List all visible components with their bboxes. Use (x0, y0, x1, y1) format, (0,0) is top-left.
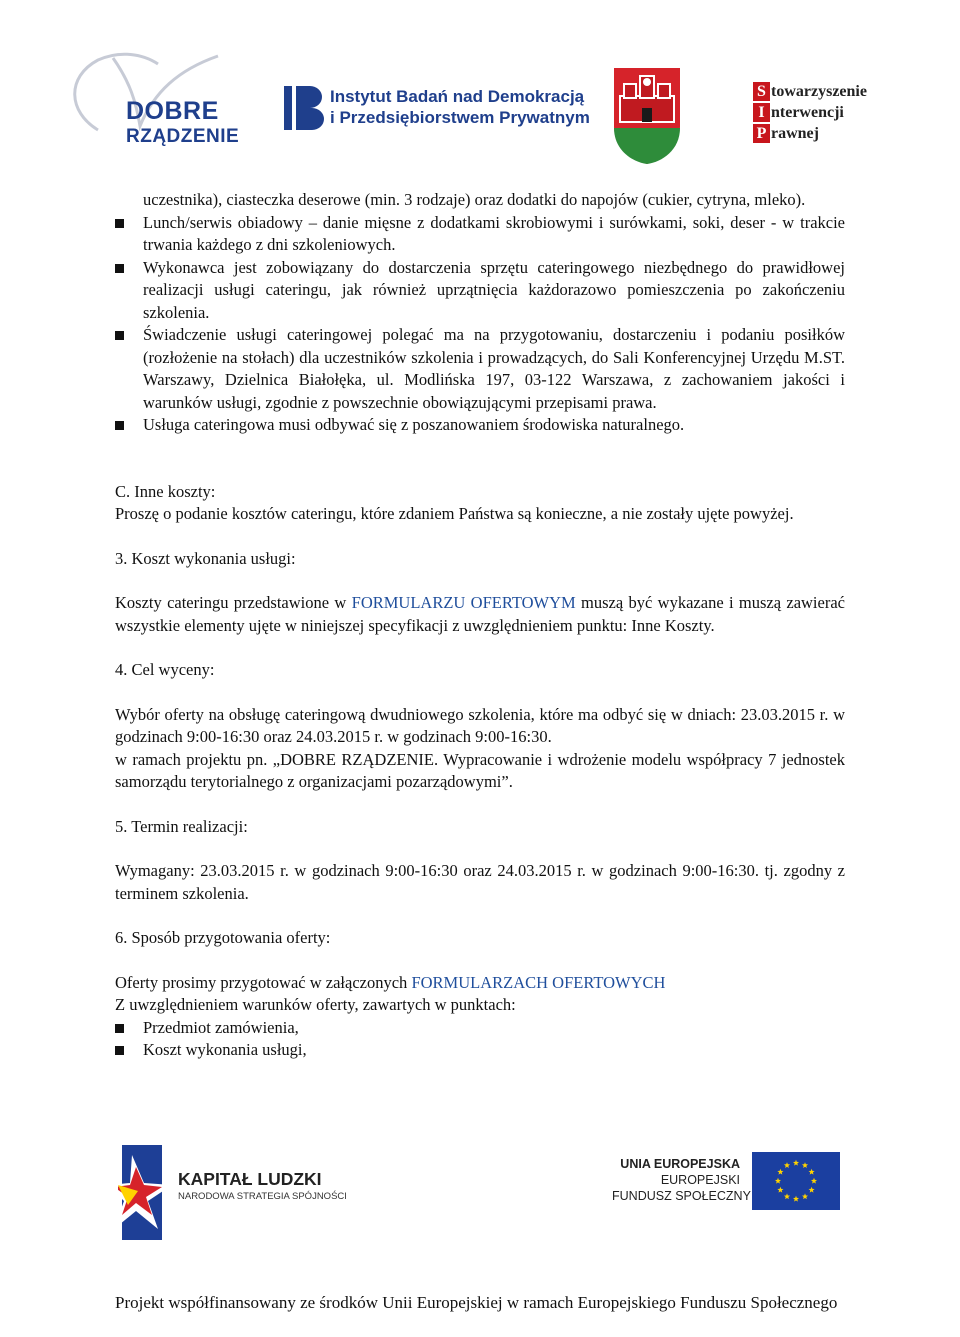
section-c-heading: C. Inne koszty: (115, 481, 216, 501)
bullet-square-icon (115, 421, 124, 430)
bullet-square-icon (115, 219, 124, 228)
section-6-text-2: Z uwzględnieniem warunków oferty, zawartych w punktach: (115, 995, 516, 1014)
dobre-rzadzenie-logo (58, 52, 240, 162)
kapital-ludzki-logo (118, 1145, 347, 1240)
bullet-square-icon (115, 1024, 124, 1033)
intro-text: uczestnika), ciasteczka deserowe (min. 3 rodzaje) oraz dodatki do napojów (cukier, cytryna, mleko). (143, 190, 806, 209)
section-4-text: Wybór oferty na obsługę cateringową dwudniowego szkolenia, które ma odbyć się w dniach: 23.03.2015 r. w godzinach 9:00-16:30 oraz 24.03.2015 r. w godzinach 9:00-16:30. (115, 704, 845, 746)
formularze-ofertowe-link[interactable]: FORMULARZACH OFERTOWYCH (411, 972, 666, 992)
eu-logo (612, 1152, 840, 1212)
section-4-project: w ramach projektu pn. „DOBRE RZĄDZENIE. Wypracowanie i wdrożenie modelu współpracy 7 jednostek samorządu terytorialnego z organizacjami pozarządowymi”. (115, 749, 845, 791)
bullet-square-icon (115, 331, 124, 340)
kapital-ludzki-subtitle: NARODOWA STRATEGIA SPÓJNOŚCI (178, 1191, 347, 1202)
coat-of-arms-icon (612, 66, 682, 166)
section-3-heading: 3. Koszt wykonania usługi: (115, 548, 296, 568)
ue-line3: FUNDUSZ SPOŁECZNY (612, 1189, 751, 1203)
document-body (115, 189, 845, 1062)
section-3-text: Koszty cateringu przedstawione w FORMULARZU OFERTOWYM muszą być wykazane i muszą zawierać wszystkie elementy ujęte w niniejszej specyfikacji z uwzględnieniem punktu: Inne Koszty. (115, 593, 845, 635)
section-5-text: Wymagany: 23.03.2015 r. w godzinach 9:00-16:30 oraz 24.03.2015 r. w godzinach 9:00-16:30. tj. zgodny z terminem szkolenia. (115, 861, 845, 903)
dobre-line2: RZĄDZENIE (126, 126, 240, 147)
dobre-line1: DOBRE (126, 97, 219, 125)
list-item: Usługa cateringowa musi odbywać się z poszanowaniem środowiska naturalnego. (115, 414, 845, 437)
list-item: Przedmiot zamówienia, (115, 1017, 845, 1040)
ue-line2: EUROPEJSKI (660, 1173, 740, 1187)
ib-line1: Instytut Badań nad Demokracją (330, 87, 585, 106)
list-item: Lunch/serwis obiadowy – danie mięsne z dodatkami skrobiowymi i surówkami, soki, deser - w trakcie trwania każdego z dni szkoleniowych. (115, 212, 845, 257)
sip-row-3: P rawnej (753, 124, 819, 144)
section-c-text: Proszę o podanie kosztów cateringu, które zdaniem Państwa są konieczne, a nie zostały ujęte powyżej. (115, 504, 794, 523)
ib-line2: i Przedsiębiorstwem Prywatnym (330, 108, 590, 127)
ib-monogram-icon (282, 80, 328, 140)
section-4-heading: 4. Cel wyceny: (115, 660, 215, 679)
list-item: Wykonawca jest zobowiązany do dostarczenia sprzętu cateringowego niezbędnego do prawidłowej realizacji usługi cateringu, jak również uprzątnięcia każdorazowo pomieszczenia po zakończeniu szkolenia. (115, 257, 845, 325)
section-5-heading: 5. Termin realizacji: (115, 816, 248, 836)
list-item: Świadczenie usługi cateringowej polegać ma na przygotowaniu, dostarczeniu i podaniu posiłków (rozłożenie na stołach) dla uczestników szkolenia i prowadzących, do Sali Konferencyjnej Urzędu M.ST. Warszawy, Dzielnica Białołęka, ul. Modlińska 197, 03-122 Warszawa, z zachowaniem jakości i warunków usługi, zgodnie z powszechnie obowiązującymi przepisami prawa. (115, 324, 845, 414)
sip-row-1: S towarzyszenie (753, 82, 867, 102)
eu-flag-icon (752, 1152, 840, 1210)
formularz-ofertowy-link[interactable]: FORMULARZU OFERTOWYM (351, 593, 576, 612)
sip-row-2: I nterwencji (753, 103, 844, 123)
footer-text: Projekt współfinansowany ze środków Unii Europejskiej w ramach Europejskiego Funduszu Społecznego (115, 1293, 838, 1312)
section-6-text: Oferty prosimy przygotować w załączonych FORMULARZACH OFERTOWYCH (115, 972, 666, 992)
list-item: Koszt wykonania usługi, (115, 1039, 845, 1062)
kapital-ludzki-title: KAPITAŁ LUDZKI (178, 1169, 322, 1189)
bullet-square-icon (115, 264, 124, 273)
kapital-ludzki-star-icon (118, 1145, 174, 1240)
ibndipp-logo (282, 80, 590, 140)
bullet-square-icon (115, 1046, 124, 1055)
sip-logo (753, 82, 903, 146)
ue-line1: UNIA EUROPEJSKA (620, 1157, 740, 1171)
section-6-heading: 6. Sposób przygotowania oferty: (115, 928, 331, 947)
